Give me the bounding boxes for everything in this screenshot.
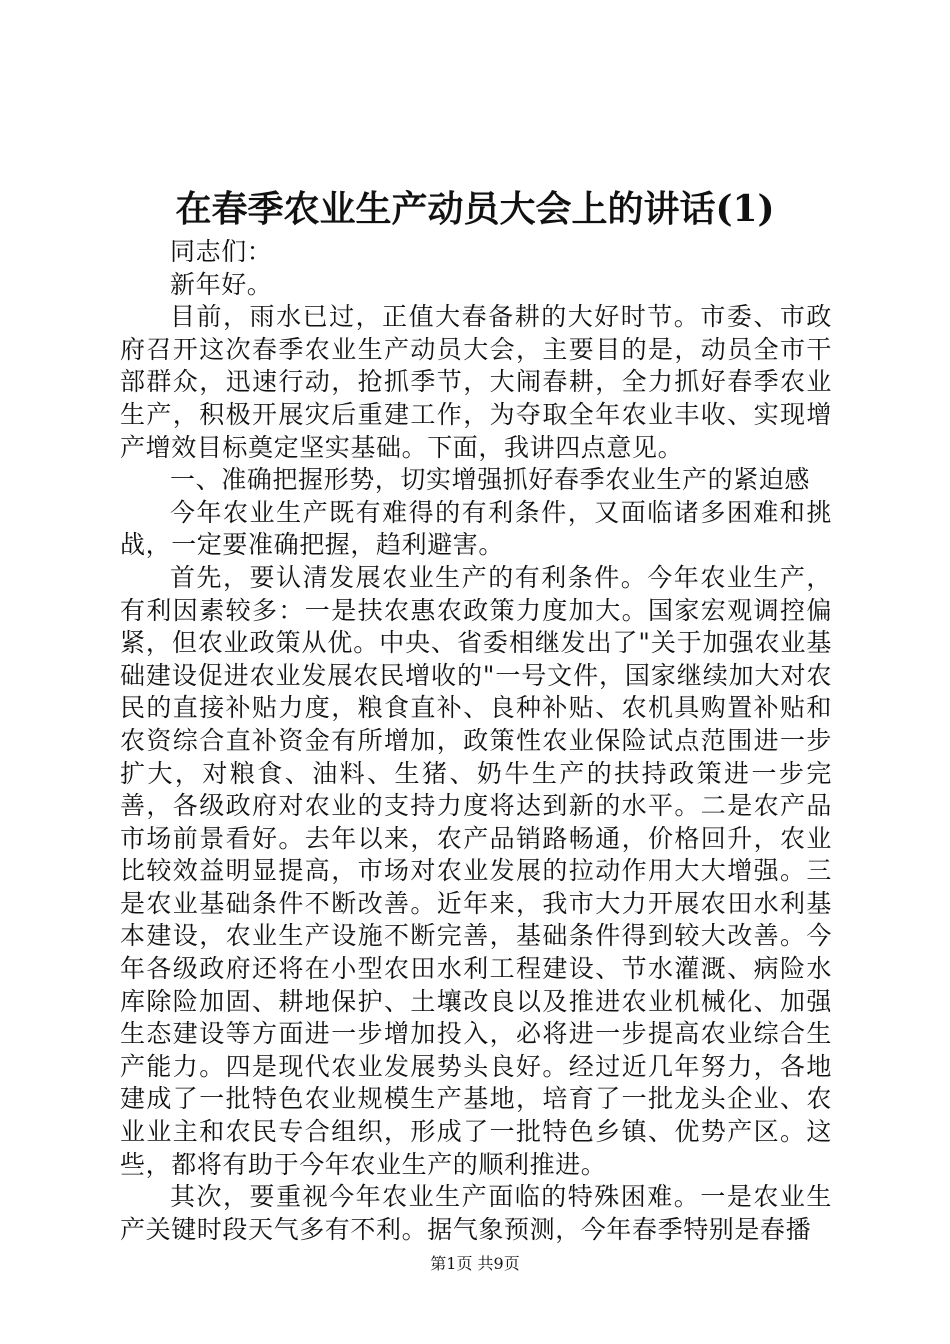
- document-title: 在春季农业生产动员大会上的讲话(1): [175, 188, 775, 230]
- document-body: [120, 236, 832, 1246]
- section-heading: 一、准确把握形势，切实增强抓好春季农业生产的紧迫感: [170, 465, 811, 495]
- intro-paragraph: 目前，雨水已过，正值大春备耕的大好时节。市委、市政府召开这次春季农业生产动员大会，主要目的是，动员全市干部群众，迅速行动，抢抓季节，大闹春耕，全力抓好春季农业生产，积极开展灾后重建工作，为夺取全年农业丰收、实现增产增效目标奠定坚实基础。下面，我讲四点意见。: [120, 302, 832, 462]
- salutation-paragraph: 同志们：: [170, 237, 273, 266]
- page-number-footer: 第1页 共9页: [430, 1254, 520, 1273]
- body-paragraph: 首先，要认清发展农业生产的有利条件。今年农业生产，有利因素较多：一是扶农惠农政策力度加大。国家宏观调控偏紧，但农业政策从优。中央、省委相继发出了"关于加强农业基础建设促进农业发展农民增收的"一号文件，国家继续加大对农民的直接补贴力度，粮食直补、良种补贴、农机具购置补贴和农资综合直补资金有所增加，政策性农业保险试点范围进一步扩大，对粮食、油料、生猪、奶牛生产的扶持政策进一步完善，各级政府对农业的支持力度将达到新的水平。二是农产品市场前景看好。去年以来，农产品销路畅通，价格回升，农业比较效益明显提高，市场对农业发展的拉动作用大大增强。三是农业基础条件不断改善。近年来，我市大力开展农田水利基本建设，农业生产设施不断完善，基础条件得到较大改善。今年各级政府还将在小型农田水利工程建设、节水灌溉、病险水库除险加固、耕地保护、土壤改良以及推进农业机械化、加强生态建设等方面进一步增加投入，必将进一步提高农业综合生产能力。四是现代农业发展势头良好。经过近几年努力，各地建成了一批特色农业规模生产基地，培育了一批龙头企业、农业业主和农民专合组织，形成了一批特色乡镇、优势产区。这些，都将有助于今年农业生产的顺利推进。: [120, 562, 832, 1179]
- body-paragraph: 今年农业生产既有难得的有利条件，又面临诸多困难和挑战，一定要准确把握，趋利避害。: [120, 497, 832, 560]
- body-paragraph: 其次，要重视今年农业生产面临的特殊困难。一是农业生产关键时段天气多有不利。据气象预测，今年春季特别是春播: [120, 1182, 832, 1244]
- greeting-paragraph: 新年好。: [170, 269, 273, 299]
